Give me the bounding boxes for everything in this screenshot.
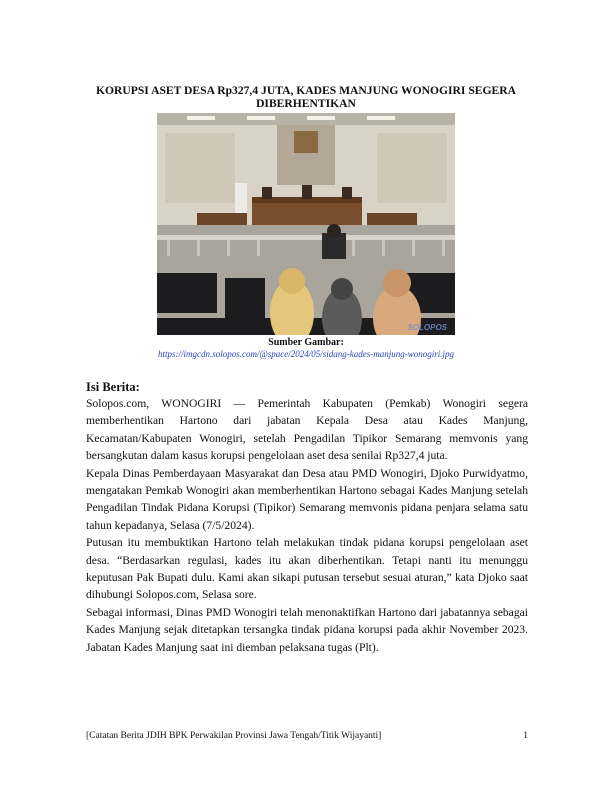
image-source-url[interactable]: https://imgcdn.solopos.com/@space/2024/05/sidang-kades-manjung-wonogiri.jpg bbox=[157, 349, 454, 359]
page-number: 1 bbox=[523, 731, 528, 741]
footer-note: [Catatan Berita JDIH BPK Perwakilan Provinsi Jawa Tengah/Titik Wijayanti] bbox=[86, 731, 382, 741]
paragraph-2: Kepala Dinas Pemberdayaan Masyarakat dan Desa atau PMD Wonogiri, Djoko Purwidyatmo, mengatakan Pemkab Wonogiri akan memberhentikan Hartono sebagai Kades Manjung setelah Pengadilan Tindak Pidana Korupsi (Tipikor) Semarang memvonis pidana penjara selama satu tahun kepadanya, Selasa (7/5/2024). bbox=[86, 466, 528, 532]
image-source-label: Sumber Gambar: bbox=[268, 337, 344, 348]
article-body bbox=[86, 395, 528, 656]
section-heading: Isi Berita: bbox=[86, 380, 140, 394]
article-title: KORUPSI ASET DESA Rp327,4 JUTA, KADES MANJUNG WONOGIRI SEGERA DIBERHENTIKAN bbox=[95, 84, 517, 110]
paragraph-4: Sebagai informasi, Dinas PMD Wonogiri telah menonaktifkan Hartono dari jabatannya sebagai Kades Manjung sejak ditetapkan tersangka tindak pidana korupsi pada akhir November 2023. Jabatan Kades Manjung saat ini diemban pelaksana tugas (Plt). bbox=[86, 605, 528, 654]
photo-watermark: SOLOPOS bbox=[407, 323, 447, 332]
courtroom-photo bbox=[157, 113, 455, 335]
paragraph-1: Solopos.com, WONOGIRI — Pemerintah Kabupaten (Pemkab) Wonogiri segera memberhentikan Hartono dari jabatan Kepala Desa atau Kades Manjung, Kecamatan/Kabupaten Wonogiri, setelah Pengadilan Tipikor Semarang memvonis yang bersangkutan dalam kasus korupsi pengelolaan aset desa senilai Rp327,4 juta. bbox=[86, 397, 528, 463]
paragraph-3: Putusan itu membuktikan Hartono telah melakukan tindak pidana korupsi pengelolaan aset desa. “Berdasarkan regulasi, kades itu akan diberhentikan. Tetapi nanti itu menunggu keputusan Pak Bupati dulu. Kami akan sikapi putusan tersebut sesuai aturan,” kata Djoko saat dihubungi Solopos.com, Selasa sore. bbox=[86, 536, 528, 602]
